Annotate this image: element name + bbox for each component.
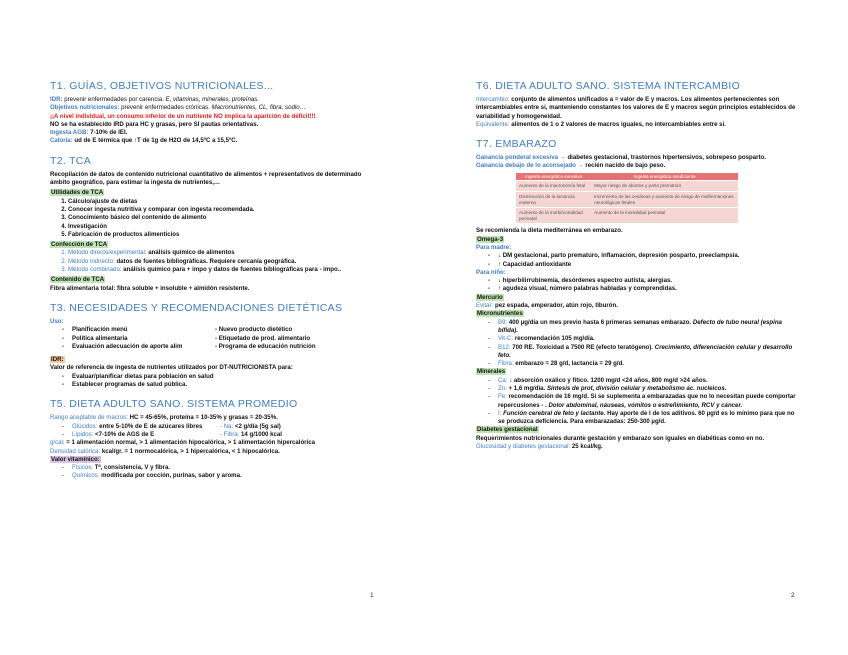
t6-title: T6. DIETA ADULTO SANO. SISTEMA INTERCAMBIO bbox=[476, 80, 741, 92]
macros-list bbox=[50, 423, 210, 440]
list-item: 5. Fabricación de productos alimenticios bbox=[68, 231, 380, 239]
valor-heading: Valor vitamínico: bbox=[51, 455, 100, 463]
mediterranea-line: Se recomienda la dieta mediterránea en embarazo. bbox=[476, 227, 623, 235]
table-row: Aumento de la morbimortalidad perinatal Aumento de la mortalidad perinatal bbox=[516, 208, 738, 224]
t1-title: T1. GUÍAS, OBJETIVOS NUTRICIONALES... bbox=[50, 80, 274, 92]
micronutrientes-list bbox=[476, 319, 802, 369]
energy-intake-table bbox=[516, 173, 738, 224]
list-item: - Programa de educación nutrición bbox=[215, 342, 316, 350]
diabetes-heading: Diabetes gestacional bbox=[477, 426, 538, 434]
page-2-content bbox=[476, 80, 802, 460]
list-item: 2. Método indirecto: datos de fuentes bibliográficas. Requiere cercanía geográfica. bbox=[68, 258, 380, 266]
t2-intro: Recopilación de datos de contenido nutricional cuantitativo de alimentos + representativos de determinado ámbito geográfico, para estimar la ingesta de nutrientes,… bbox=[50, 170, 362, 187]
intercambio-line: Intercambio: conjunto de alimentos unificados a = valor de E y macros. Los alimentos pertenecientes son intercambiables entre sí, manteniendo constantes los valores de E y macros según principios establecidos de variabilidad y homogeneidad. bbox=[476, 96, 796, 120]
list-item: 4. Investigación bbox=[68, 223, 380, 231]
list-item: - Vit-C: recomendación 105 mg/día. bbox=[488, 335, 802, 343]
list-item: - Químicos: modificada por cocción, purinas, sabor y aroma. bbox=[62, 472, 380, 480]
list-item: - ↑ Capacidad antioxidante bbox=[488, 261, 802, 269]
page-1-content bbox=[50, 80, 380, 490]
page-number: 2 bbox=[791, 592, 795, 599]
agb-line: Ingesta AGB: 7-10% de IEI. bbox=[50, 129, 128, 137]
gkcal-line: g/cal: = 1 alimentación normal, > 1 alimentación hipocalórica, > 1 alimentación hipercalórica bbox=[50, 439, 316, 447]
valor-list bbox=[50, 464, 380, 481]
diabetes-text: Requerimientos nutricionales durante gestación y embarazo son iguales en diabéticas como en no. bbox=[476, 434, 765, 442]
table-row: Aumento de la macrosomía fetal Mayor riesgo de abortos y parto prematuro bbox=[516, 181, 738, 192]
uso-list-right bbox=[215, 326, 380, 351]
evitar-line: Evitar: pez espada, emperador, atún rojo, tiburón. bbox=[476, 302, 618, 310]
t3-title: T3. NECESIDADES Y RECOMENDACIONES DIETÉTICAS bbox=[50, 301, 343, 314]
list-item: - ↑ agudeza visual, número palabras habladas y comprendidas. bbox=[488, 285, 802, 293]
utilidades-heading: Utilidades de TCA bbox=[51, 189, 104, 197]
omega-heading: Omega-3 bbox=[477, 235, 504, 243]
list-item: - Lípidos: <7-10% de AGS de E bbox=[62, 431, 210, 439]
list-item: - Fe: recomendación de 16 mg/d. Si se suplementa a embarazadas que no lo necesitan puede comportar repercusiones - . Dolor abdominal, náuseas, vómitos o estreñimiento, RCV y cáncer. bbox=[488, 393, 802, 410]
list-item: - Glúcidos: entre 5-10% de E de azúcares libres bbox=[62, 423, 210, 431]
objetivos-line: Objetivos nutricionales: prevenir enfermedades crónicas. Macronutrientes, CL, fibra, sodio… bbox=[50, 104, 306, 112]
list-item: - Evaluación adecuación de aporte alim bbox=[62, 343, 215, 351]
confeccion-heading: Confección de TCA bbox=[51, 241, 108, 249]
caloria-line: Caloría: ud de E térmica que ↑T de 1g de H2O de 14,5ºC a 15,5ºC. bbox=[50, 137, 238, 145]
section-t2 bbox=[50, 155, 380, 293]
confeccion-list bbox=[50, 249, 380, 274]
micronutrientes-heading: Micronutrientes bbox=[477, 310, 523, 318]
list-item: - ↓ hiperbilirrubinemia, desórdenes espectro autista, alergias. bbox=[488, 277, 802, 285]
contenido-heading: Contenido de TCA bbox=[51, 276, 105, 284]
rango-line: Rango aceptable de macros: HC = 45-65%, proteína = 10-35% y grasas = 20-35%. bbox=[50, 414, 278, 422]
section-t7 bbox=[476, 138, 802, 451]
utilidades-list bbox=[50, 198, 380, 239]
page-number: 1 bbox=[370, 592, 374, 599]
list-item: - B12: 700 RE. Toxicidad a 7500 RE (efecto teratógeno). Crecimiento, diferenciación celular y desarrollo feto. bbox=[488, 344, 802, 361]
t7-title: T7. EMBARAZO bbox=[476, 138, 557, 151]
para-nino-label: Para niño: bbox=[476, 268, 506, 276]
table-row: Disminución de la lactancia materna Incremento de las cesáreas y aumento de riesgo de malformaciones neurológicas fetales bbox=[516, 191, 738, 207]
table-header: Ingesta energética insuficiente bbox=[591, 173, 738, 181]
list-item: - Etiquetado de prod. alimentario bbox=[215, 334, 311, 342]
list-item: - I: Función cerebral de feto y lactante. Hay aporte de I de los aditivos. 60 µg/d es lo mínimo para que no se produzca deficiencia. Para embarazadas: 250-300 µg/d. bbox=[488, 410, 802, 427]
section-t1 bbox=[50, 80, 380, 146]
table-header: Ingesta energética excesiva bbox=[516, 173, 591, 181]
list-item: 1. Cálculo/ajuste de dietas bbox=[68, 198, 380, 206]
equivalente-line: Equivalente: alimentos de 1 o 2 valores de macros iguales, no intercambiables entre sí. bbox=[476, 120, 726, 128]
list-item: - Fibra: embarazo = 28 g/d, lactancia = 29 g/d. bbox=[488, 360, 802, 368]
idr-heading: IDR: bbox=[51, 356, 64, 364]
page-2 bbox=[424, 0, 848, 655]
t2-title: T2. TCA bbox=[50, 154, 91, 167]
idr-list bbox=[50, 373, 380, 390]
contenido-text: Fibra alimentaria total: fibra soluble + insoluble + almidón resistente. bbox=[50, 284, 250, 292]
ganancia-excesiva-line: Ganancia ponderal excesiva → diabetes gestacional, trastornos hipertensivos, sobrepeso posparto. bbox=[476, 154, 766, 162]
para-madre-label: Para madre: bbox=[476, 243, 512, 251]
macros-columns bbox=[50, 423, 380, 440]
list-item: - Físicos: Tª, consistencia, V y fibra. bbox=[62, 464, 380, 472]
list-item: - Política alimentaria bbox=[62, 335, 215, 343]
section-t3 bbox=[50, 302, 380, 389]
list-item: 2. Conocer ingesta nutritiva y comparar con ingesta recomendada. bbox=[68, 206, 380, 214]
minerales-list bbox=[476, 377, 802, 427]
uso-list-left bbox=[50, 326, 215, 351]
list-item: - Planificación menú bbox=[62, 326, 215, 334]
glucosidad-line: Glucosidad y diabetes gestacional: 25 kcal/kg. bbox=[476, 443, 603, 451]
list-item: - Evaluar/planificar dietas para población en salud bbox=[62, 373, 380, 381]
idr-text: Valor de referencia de ingesta de nutrientes utilizados por DT-NUTRICIONISTA para: bbox=[50, 364, 293, 372]
section-t6 bbox=[476, 80, 802, 129]
list-item: - Nuevo producto dietético bbox=[215, 326, 293, 334]
madre-list bbox=[476, 252, 802, 269]
ganancia-debajo-line: Ganancia debajo de lo aconsejado → recién nacido de bajo peso. bbox=[476, 162, 666, 170]
warning-line: ¡¡A nivel individual, un consumo inferior de un nutriente NO implica la aparición de déficit!!! bbox=[50, 112, 316, 120]
minerales-heading: Minerales bbox=[477, 368, 506, 376]
list-item: - B9: 400 µg/día un mes previo hasta 6 primeras semanas embarazo. Defecto de tubo neural (espina bífida). bbox=[488, 319, 802, 336]
section-t5 bbox=[50, 398, 380, 480]
uso-columns bbox=[50, 326, 380, 351]
list-item: - Zn: + 1,6 mg/día. Síntesis de prot, división celular y metabolismo ác. nucleicos. bbox=[488, 385, 802, 393]
list-item: - Establecer programas de salud pública. bbox=[62, 381, 380, 389]
t5-title: T5. DIETA ADULTO SANO. SISTEMA PROMEDIO bbox=[50, 398, 298, 411]
list-item: 3. Método combinado: análisis químico para + impo y datos de fuentes bibliográficas para - impo.. bbox=[68, 266, 380, 274]
uso-label: Uso: bbox=[50, 317, 64, 325]
fibra-line: - Fibra: 14 g/1000 kcal bbox=[220, 430, 283, 438]
no-ird-line: NO se ha establecido IRD para HC y grasas, pero SI pautas orientativas. bbox=[50, 120, 259, 128]
densidad-line: Densidad calórica: kcal/gr. = 1 normocalórica, > 1 hipercalórica, < 1 hipocalórica. bbox=[50, 447, 280, 455]
list-item: 1. Método directo/experimental: análisis químico de alimentos bbox=[68, 249, 380, 257]
list-item: 3. Conocimiento básico del contenido de alimento bbox=[68, 214, 380, 222]
nino-list bbox=[476, 277, 802, 294]
idr-line: IDR: prevenir enfermedades por carencia. E, vitaminas, minerales, proteínas. bbox=[50, 96, 259, 103]
list-item: - Ca: ↓ absorción oxálico y fítico. 1200 mg/d <24 años, 800 mg/d >24 años. bbox=[488, 377, 802, 385]
na-line: - Na: <2 g/día (5g sal) bbox=[220, 422, 281, 430]
mercurio-heading: Mercurio bbox=[477, 293, 503, 301]
list-item: - ↓ DM gestacional, parto prematuro, inflamación, depresión posparto, preeclampsia. bbox=[488, 252, 802, 260]
